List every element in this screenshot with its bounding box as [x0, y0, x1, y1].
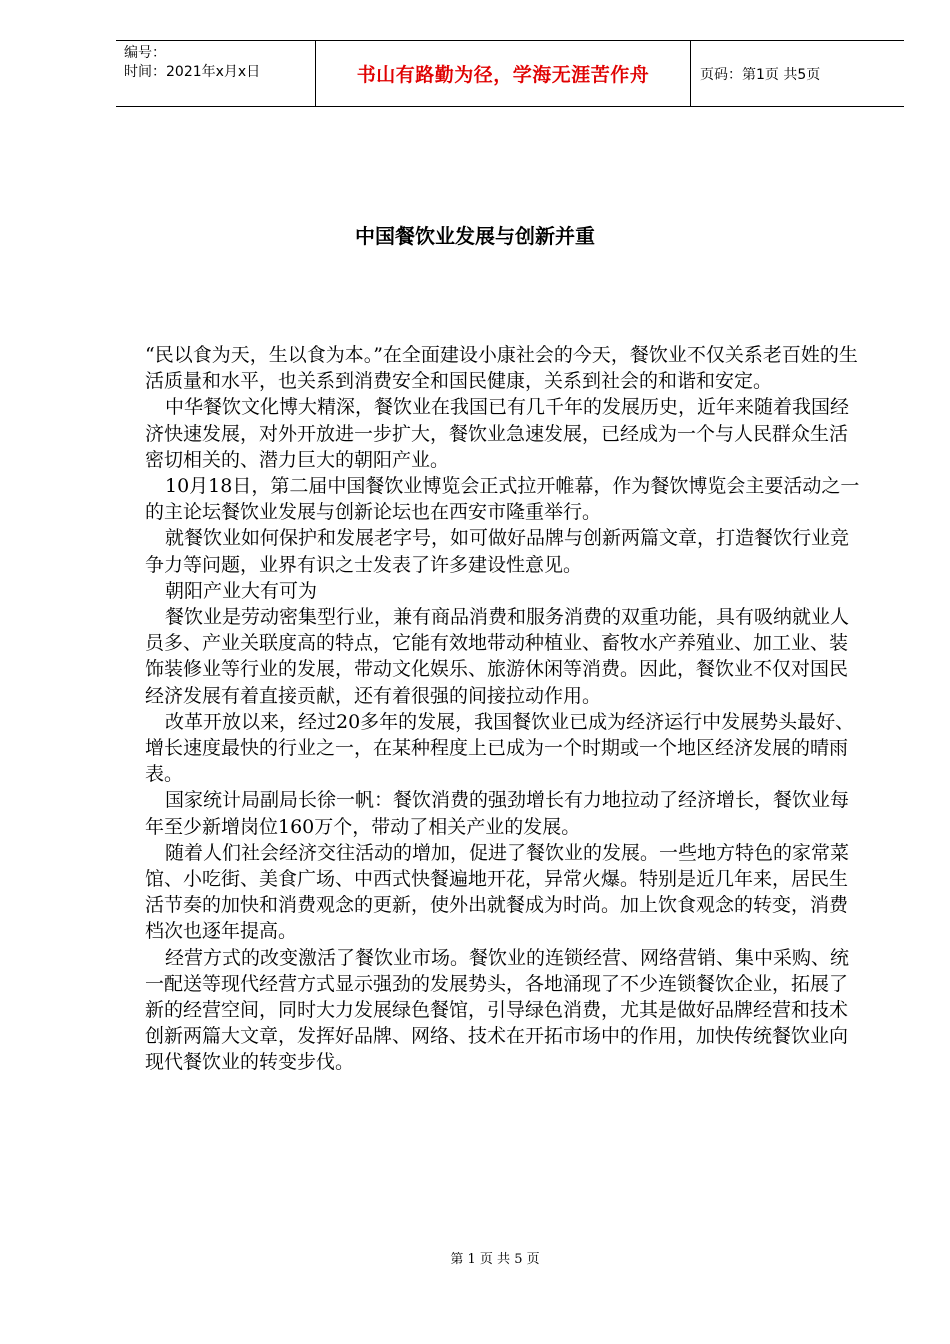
- paragraph: 就餐饮业如何保护和发展老字号，如可做好品牌与创新两篇文章，打造餐饮行业竞争力等问题，业界有识之士发表了许多建设性意见。: [145, 527, 850, 576]
- document-body: [145, 342, 865, 1076]
- header-time-label: 时间：2021年x月x日: [124, 64, 261, 80]
- header-motto: 书山有路勤为径，学海无涯苦作舟: [316, 41, 691, 106]
- section-heading: 朝阳产业大有可为: [165, 579, 318, 602]
- document-title: 中国餐饮业发展与创新并重: [355, 224, 595, 248]
- paragraph: 10月18日，第二届中国餐饮业博览会正式拉开帷幕，作为餐饮博览会主要活动之一的主论坛餐饮业发展与创新论坛也在西安市隆重举行。: [145, 475, 860, 524]
- paragraph: 餐饮业是劳动密集型行业，兼有商品消费和服务消费的双重功能，具有吸纳就业人员多、产业关联度高的特点，它能有效地带动种植业、畜牧水产养殖业、加工业、装饰装修业等行业的发展，带动文化娱乐、旅游休闲等消费。因此，餐饮业不仅对国民经济发展有着直接贡献，还有着很强的间接拉动作用。: [145, 606, 850, 707]
- paragraph: 随着人们社会经济交往活动的增加，促进了餐饮业的发展。一些地方特色的家常菜馆、小吃街、美食广场、中西式快餐遍地开花，异常火爆。特别是近几年来，居民生活节奏的加快和消费观念的更新，使外出就餐成为时尚。加上饮食观念的转变，消费档次也逐年提高。: [145, 841, 850, 943]
- paragraph: 国家统计局副局长徐一帆：餐饮消费的强劲增长有力地拉动了经济增长，餐饮业每年至少新增岗位160万个，带动了相关产业的发展。: [145, 789, 850, 838]
- paragraph: “民以食为天，生以食为本。”在全面建设小康社会的今天，餐饮业不仅关系老百姓的生活质量和水平，也关系到消费安全和国民健康，关系到社会的和谐和安定。: [145, 344, 858, 393]
- header-table: [116, 40, 904, 107]
- page-footer: 第 1 页 共 5 页: [450, 1252, 540, 1267]
- paragraph: 改革开放以来，经过20多年的发展，我国餐饮业已成为经济运行中发展势头最好、增长速度最快的行业之一，在某种程度上已成为一个时期或一个地区经济发展的晴雨表。: [145, 710, 855, 786]
- header-page-info: 页码：第1页 共5页: [700, 66, 821, 83]
- paragraph: 中华餐饮文化博大精深，餐饮业在我国已有几千年的发展历史，近年来随着我国经济快速发展，对外开放进一步扩大，餐饮业急速发展，已经成为一个与人民群众生活密切相关的、潜力巨大的朝阳产业。: [145, 396, 850, 471]
- header-number-label: 编号：: [124, 45, 166, 61]
- paragraph: 经营方式的改变激活了餐饮业市场。餐饮业的连锁经营、网络营销、集中采购、统一配送等现代经营方式显示强劲的发展势头，各地涌现了不少连锁餐饮企业，拓展了新的经营空间，同时大力发展绿色餐馆，引导绿色消费，尤其是做好品牌经营和技术创新两篇大文章，发挥好品牌、网络、技术在开拓市场中的作用，加快传统餐饮业向现代餐饮业的转变步伐。: [145, 946, 850, 1074]
- header-meta-cell: [116, 41, 316, 106]
